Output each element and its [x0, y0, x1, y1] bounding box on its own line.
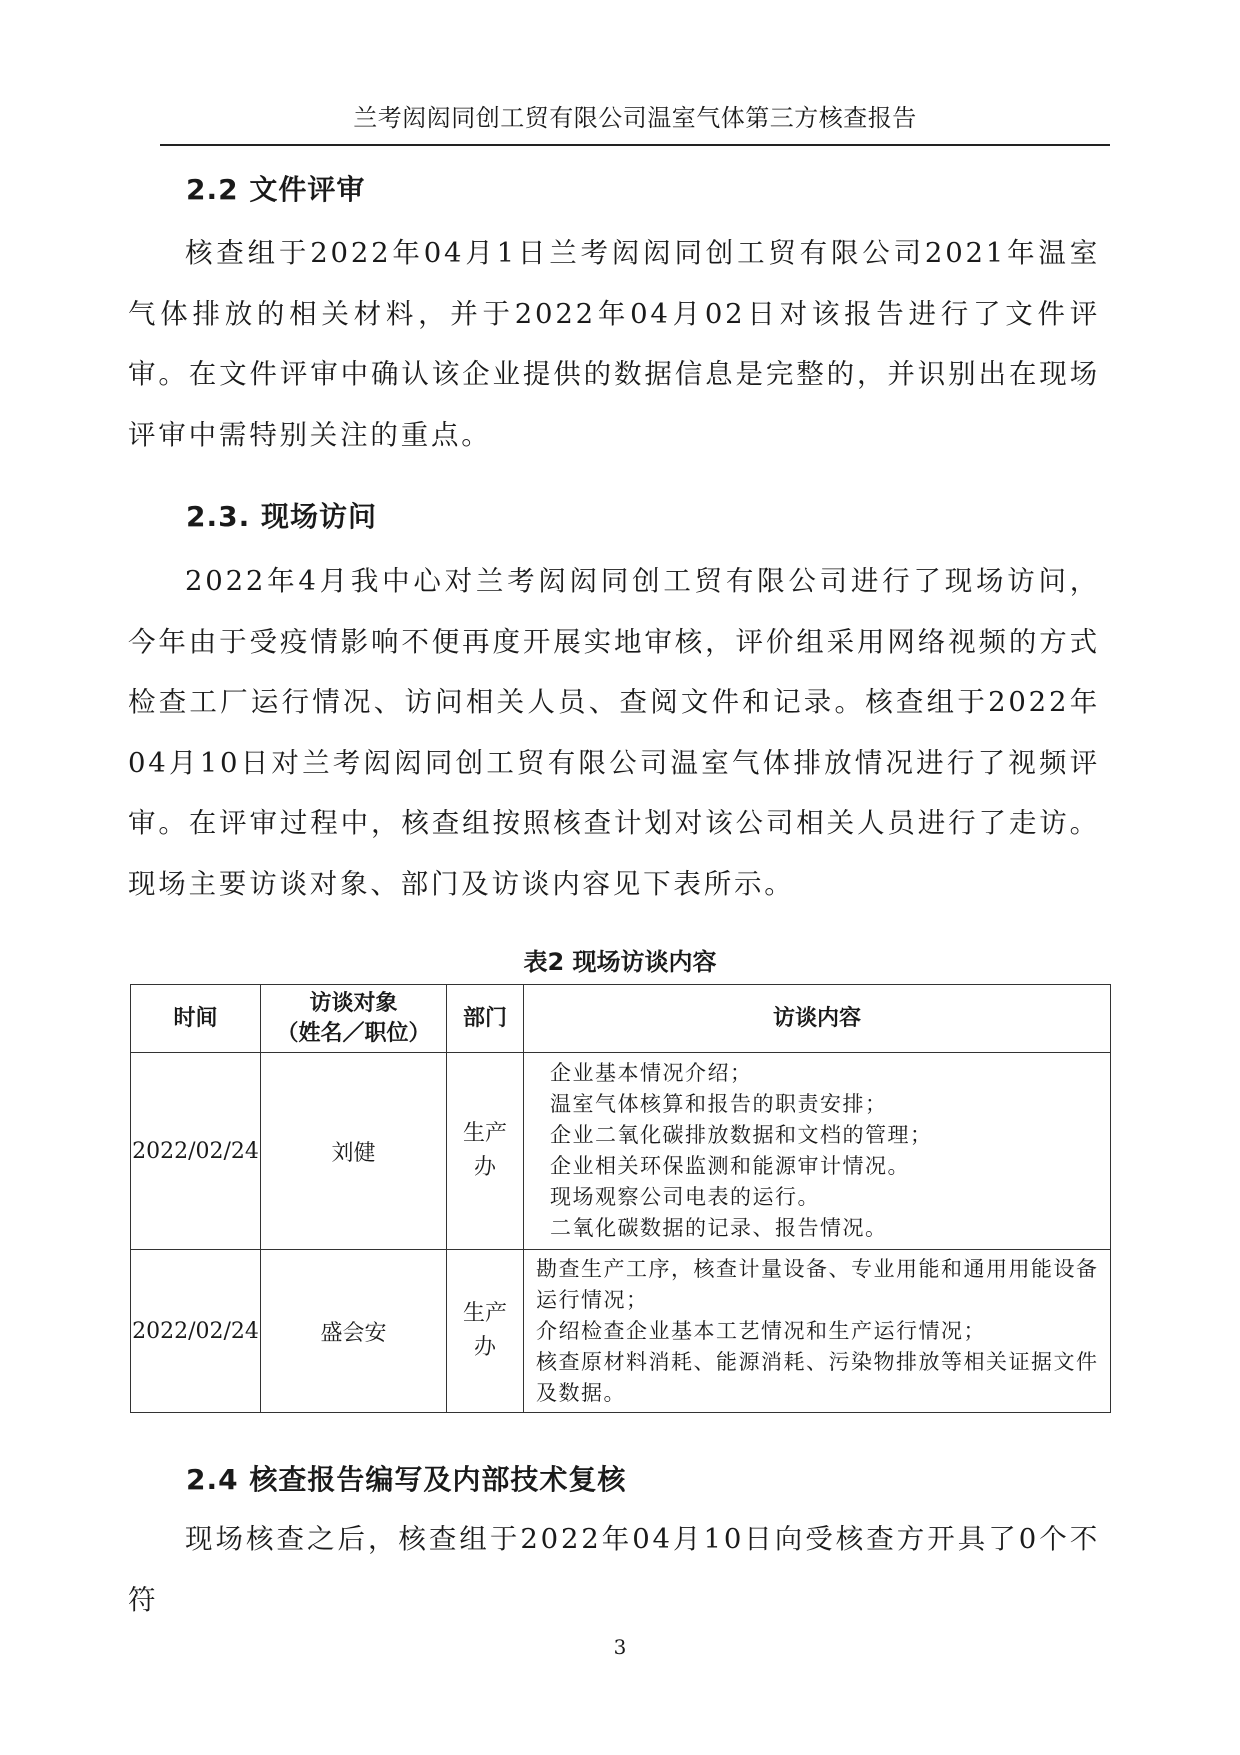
- header-interviewee-line2: （姓名／职位）: [276, 1020, 431, 1046]
- content-list: [524, 1058, 1110, 1244]
- section-heading-2-3: 2.3. 现场访问: [186, 500, 377, 533]
- dept-line1: 生产: [462, 1121, 507, 1146]
- interview-table: [130, 984, 1111, 1413]
- content-item: 企业相关环保监测和能源审计情况。: [550, 1154, 910, 1178]
- header-time: 时间: [131, 985, 261, 1053]
- cell-date: 2022/02/24: [131, 1250, 261, 1413]
- content-list: [524, 1254, 1110, 1409]
- content-item: 介绍检查企业基本工艺情况和生产运行情况；: [536, 1318, 986, 1343]
- header-interviewee-line1: 访谈对象: [309, 990, 398, 1016]
- header-content: 访谈内容: [524, 985, 1111, 1053]
- section-paragraph-2-2: 核查组于2022年04月1日兰考闳闳同创工贸有限公司2021年温室气体排放的相关材料，并于2022年04月02日对该报告进行了文件评审。在文件评审中确认该企业提供的数据信息是完整的，并识别出在现场评审中需特别关注的重点。: [128, 237, 1100, 451]
- page-number: 3: [613, 1635, 627, 1659]
- section-paragraph-2-4: 现场核查之后，核查组于2022年04月10日向受核查方开具了0个不符: [128, 1523, 1100, 1616]
- header-department: 部门: [447, 985, 524, 1053]
- cell-department: [447, 1053, 524, 1250]
- dept-line2: 办: [473, 1335, 496, 1360]
- content-item: 核查原材料消耗、能源消耗、污染物排放等相关证据文件及数据。: [536, 1349, 1099, 1405]
- table-header-row: [131, 985, 1111, 1053]
- cell-date: 2022/02/24: [131, 1053, 261, 1250]
- content-item: 二氧化碳数据的记录、报告情况。: [550, 1216, 888, 1240]
- table-row: [131, 1250, 1111, 1413]
- cell-content: [524, 1053, 1111, 1250]
- content-item: 现场观察公司电表的运行。: [550, 1185, 820, 1209]
- dept-line1: 生产: [462, 1301, 507, 1326]
- content-item: 勘查生产工序，核查计量设备、专业用能和通用用能设备运行情况；: [536, 1256, 1099, 1312]
- dept-line2: 办: [473, 1155, 496, 1180]
- cell-department: [447, 1250, 524, 1413]
- table-row: [131, 1053, 1111, 1250]
- content-item: 企业二氧化碳排放数据和文档的管理；: [550, 1123, 933, 1147]
- cell-content: [524, 1250, 1111, 1413]
- content-item: 企业基本情况介绍；: [550, 1061, 753, 1085]
- running-header: 兰考闳闳同创工贸有限公司温室气体第三方核查报告: [353, 104, 917, 132]
- header-rule: [160, 144, 1110, 146]
- section-heading-2-2: 2.2 文件评审: [186, 173, 366, 206]
- header-interviewee: [261, 985, 447, 1053]
- cell-name: 刘健: [261, 1053, 447, 1250]
- section-paragraph-2-3: 2022年4月我中心对兰考闳闳同创工贸有限公司进行了现场访问，今年由于受疫情影响不便再度开展实地审核，评价组采用网络视频的方式检查工厂运行情况、访问相关人员、查阅文件和记录。核查组于2022年04月10日对兰考闳闳同创工贸有限公司温室气体排放情况进行了视频评审。在评审过程中，核查组按照核查计划对该公司相关人员进行了走访。现场主要访谈对象、部门及访谈内容见下表所示。: [128, 565, 1100, 900]
- cell-name: 盛会安: [261, 1250, 447, 1413]
- section-heading-2-4: 2.4 核查报告编写及内部技术复核: [186, 1463, 627, 1496]
- content-item: 温室气体核算和报告的职责安排；: [550, 1092, 888, 1116]
- table-caption: 表2 现场访谈内容: [523, 948, 717, 976]
